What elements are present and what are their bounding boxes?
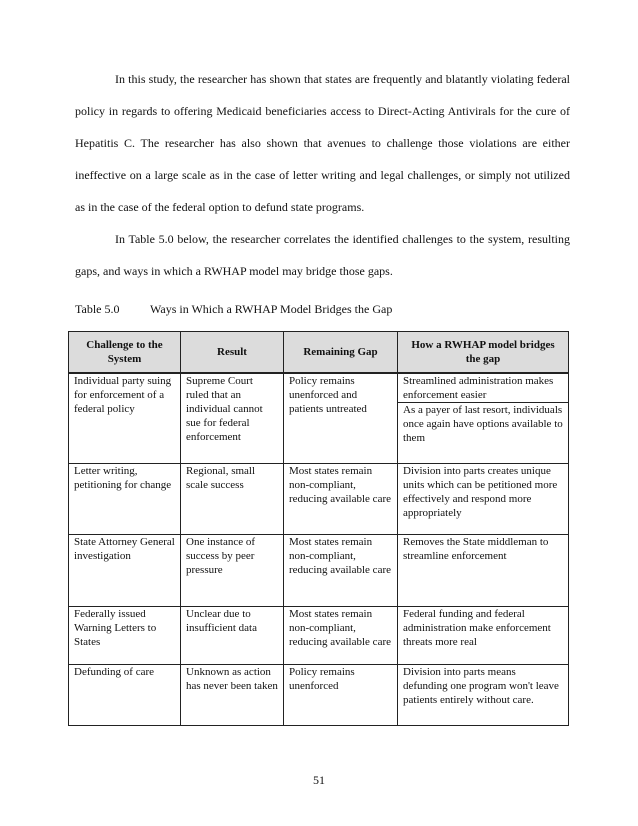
table-caption xyxy=(75,302,392,317)
cell-challenge: Letter writing, petitioning for change xyxy=(69,463,181,534)
table-header-row xyxy=(69,332,569,374)
cell-bridge xyxy=(398,534,569,606)
bridge-item: Removes the State middleman to streamline enforcement xyxy=(403,535,549,562)
paragraph: In Table 5.0 below, the researcher correlates the identified challenges to the system, resulting gaps, and ways in which a RWHAP model may bridge those gaps. xyxy=(75,232,570,278)
cell-result: Unclear due to insufficient data xyxy=(181,606,284,664)
table-caption-title: Ways in Which a RWHAP Model Bridges the Gap xyxy=(150,302,393,316)
cell-gap: Most states remain non-compliant, reducing available care xyxy=(284,534,398,606)
cell-bridge xyxy=(398,463,569,534)
cell-bridge xyxy=(398,373,569,463)
body-text xyxy=(75,63,570,287)
cell-gap: Policy remains unenforced and patients untreated xyxy=(284,373,398,463)
cell-result: Supreme Court ruled that an individual cannot sue for federal enforcement xyxy=(181,373,284,463)
bridge-item: Division into parts creates unique units which can be petitioned more effectively and respond more appropriately xyxy=(403,464,558,519)
cell-bridge xyxy=(398,664,569,725)
bridge-item: Streamlined administration makes enforcement easier xyxy=(403,375,554,401)
bridge-item: Federal funding and federal administration make enforcement threats more real xyxy=(403,607,551,648)
table-row xyxy=(69,534,569,606)
cell-challenge: Federally issued Warning Letters to States xyxy=(69,606,181,664)
cell-gap: Most states remain non-compliant, reducing available care xyxy=(284,606,398,664)
bridge-item: Division into parts means defunding one program won't leave patients entirely without care. xyxy=(403,665,559,706)
column-header-result: Result xyxy=(181,332,284,374)
cell-bridge xyxy=(398,606,569,664)
column-header-bridge: How a RWHAP model bridges the gap xyxy=(398,332,569,374)
cell-gap: Policy remains unenforced xyxy=(284,664,398,725)
column-header-remaining-gap: Remaining Gap xyxy=(284,332,398,374)
cell-challenge: Defunding of care xyxy=(69,664,181,725)
page-number: 51 xyxy=(313,773,325,787)
cell-gap: Most states remain non-compliant, reducing available care xyxy=(284,463,398,534)
cell-result: One instance of success by peer pressure xyxy=(181,534,284,606)
cell-result: Regional, small scale success xyxy=(181,463,284,534)
paragraph: In this study, the researcher has shown that states are frequently and blatantly violating federal policy in regards to offering Medicaid beneficiaries access to Direct-Acting Antivirals for the cure of Hepatitis C. The researcher has also shown that avenues to challenge those violations are either ineffective on a large scale as in the case of letter writing and legal challenges, or simply not utilized as in the case of the federal option to defund state programs. xyxy=(75,72,570,214)
table-row xyxy=(69,664,569,725)
column-header-challenge: Challenge to the System xyxy=(69,332,181,374)
cell-challenge: Individual party suing for enforcement of a federal policy xyxy=(69,373,181,463)
cell-result: Unknown as action has never been taken xyxy=(181,664,284,725)
gap-table xyxy=(68,331,569,726)
bridge-item: As a payer of last resort, individuals once again have options available to them xyxy=(398,402,568,445)
table-caption-number: Table 5.0 xyxy=(75,302,120,316)
table-row xyxy=(69,606,569,664)
cell-challenge: State Attorney General investigation xyxy=(69,534,181,606)
table-row xyxy=(69,463,569,534)
table-row xyxy=(69,373,569,463)
